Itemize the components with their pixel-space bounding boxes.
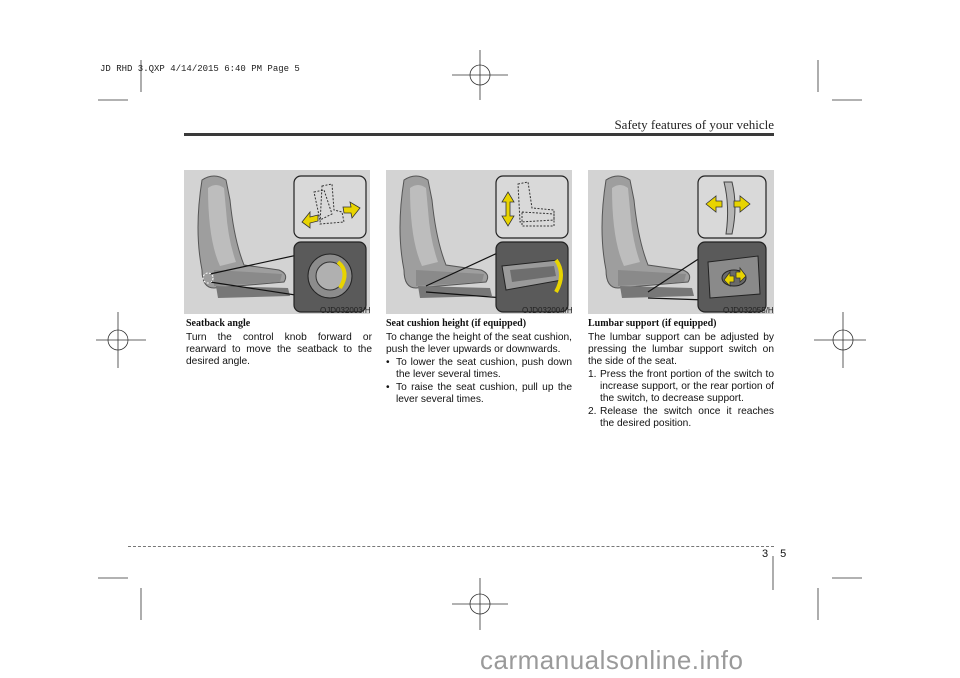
seat-icon bbox=[198, 176, 290, 298]
seat-icon bbox=[602, 176, 694, 298]
print-slug: JD RHD 3.QXP 4/14/2015 6:40 PM Page 5 bbox=[100, 64, 300, 74]
figure-code: OJD032004/H bbox=[522, 306, 573, 315]
figure-code: OJD032003/H bbox=[320, 306, 371, 315]
registration-mark-icon bbox=[452, 578, 508, 630]
paragraph: To change the height of the seat cushion, push the lever upwards or downwards. bbox=[386, 332, 572, 355]
column-seat-cushion-height bbox=[386, 318, 572, 406]
paragraph: The lumbar support can be adjusted by pressing the lumbar support switch on the side of the seat. bbox=[588, 332, 774, 367]
column-seatback-angle bbox=[186, 318, 372, 368]
list-item: 2. Release the switch once it reaches the desired position. bbox=[588, 406, 774, 429]
registration-mark-icon bbox=[452, 50, 508, 100]
figure-seatback-angle bbox=[184, 170, 370, 314]
list-item: • To lower the seat cushion, push down the lever several times. bbox=[386, 357, 572, 380]
list-item: 1. Press the front portion of the switch to increase support, or the rear portion of the switch, to decrease support. bbox=[588, 369, 774, 404]
heading: Seatback angle bbox=[186, 318, 251, 329]
registration-mark-icon bbox=[96, 312, 146, 368]
header-rule bbox=[184, 133, 774, 136]
list-item: • To raise the seat cushion, pull up the lever several times. bbox=[386, 382, 572, 405]
footer-rule bbox=[128, 546, 774, 547]
watermark: carmanualsonline.info bbox=[480, 645, 744, 675]
figure-seat-cushion-height bbox=[386, 170, 572, 314]
figure-lumbar-support bbox=[588, 170, 774, 314]
page-number: 3 5 bbox=[762, 548, 787, 560]
registration-mark-icon bbox=[814, 312, 866, 368]
numbered-list bbox=[588, 369, 774, 430]
bullet-list bbox=[386, 357, 572, 406]
bullet-icon: • bbox=[386, 382, 390, 393]
paragraph: Turn the control knob forward or rearward to move the seatback to the desired angle. bbox=[186, 332, 372, 367]
column-lumbar-support bbox=[588, 318, 774, 430]
seat-icon bbox=[400, 176, 492, 298]
section-title: Safety features of your vehicle bbox=[614, 117, 774, 132]
heading: Seat cushion height (if equipped) bbox=[386, 318, 527, 329]
bullet-icon: • bbox=[386, 357, 390, 368]
heading: Lumbar support (if equipped) bbox=[588, 318, 717, 329]
figure-code: OJD032055/H bbox=[723, 306, 774, 315]
